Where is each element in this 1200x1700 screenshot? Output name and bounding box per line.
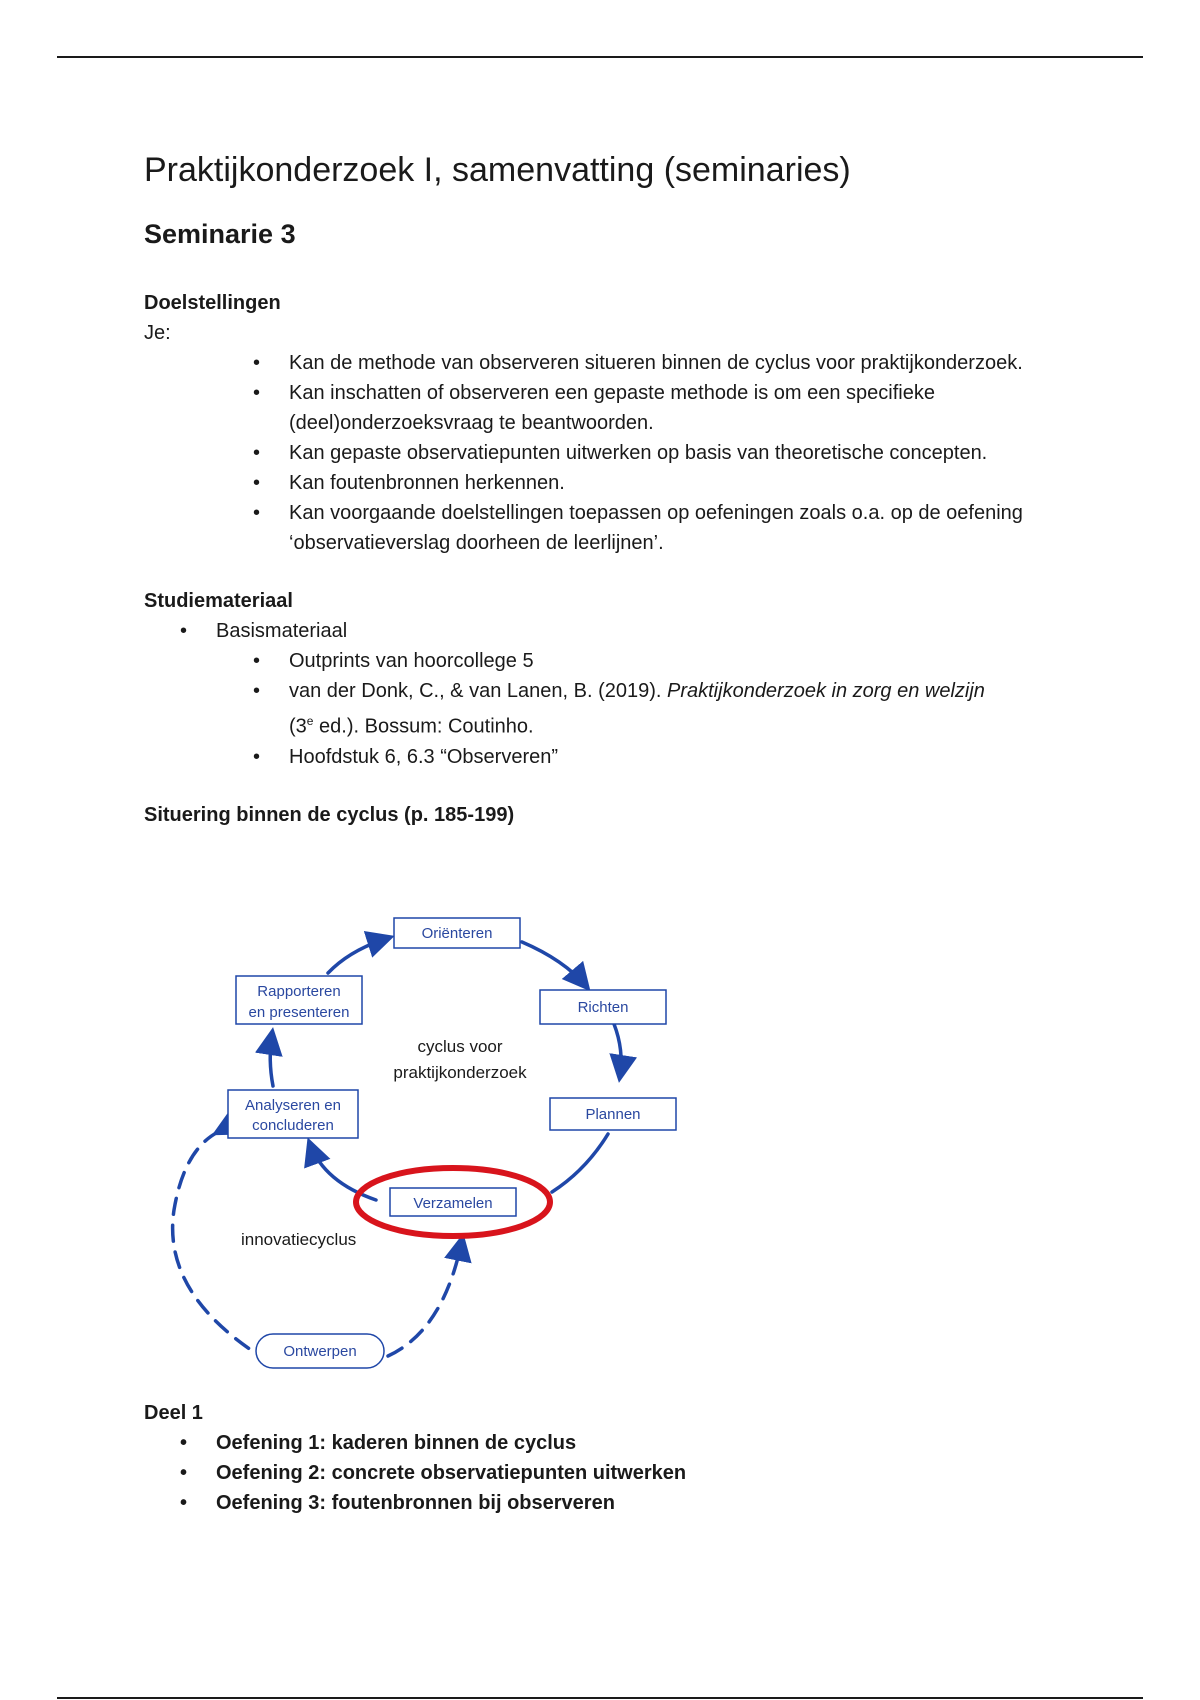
cycle-svg (144, 900, 704, 1380)
center-label-2: praktijkonderzoek (393, 1063, 527, 1082)
page-content (144, 140, 1104, 830)
list-item: • Oefening 2: concrete observatiepunten uitwerken (216, 1458, 1104, 1488)
studiemateriaal-heading: Studiemateriaal (144, 590, 293, 612)
arrow-ontwerpen-verzamelen (388, 1240, 462, 1356)
basismateriaal-sublist (289, 646, 1104, 772)
doelstellingen-list (144, 348, 1104, 558)
box-analyseren (228, 1090, 358, 1138)
list-item: • Oefening 1: kaderen binnen de cyclus (216, 1428, 1104, 1458)
list-item: • Hoofdstuk 6, 6.3 “Observeren” (289, 742, 1104, 772)
box-orienteren-label: Oriënteren (421, 925, 493, 942)
box-plannen (550, 1098, 676, 1130)
box-rapporteren (236, 976, 362, 1024)
arrow-verzamelen-analyseren (310, 1144, 376, 1200)
box-analyseren-label-1: Analyseren en (245, 1097, 341, 1114)
box-analyseren-label-2: concluderen (252, 1117, 334, 1134)
box-rapporteren-label-2: en presenteren (248, 1004, 350, 1021)
center-label-1: cyclus voor (417, 1037, 503, 1056)
deel1-section (144, 1398, 1104, 1518)
doelstellingen-heading: Doelstellingen (144, 292, 281, 314)
basismateriaal-label: Basismateriaal (216, 620, 348, 642)
research-cycle-diagram (144, 900, 704, 1380)
reference-edition-a: (3 (289, 715, 307, 738)
list-item: • Kan foutenbronnen herkennen. (289, 468, 1104, 498)
innovatie-label: innovatiecyclus (241, 1230, 357, 1249)
studiemateriaal-section (144, 586, 1104, 772)
arrow-plannen-verzamelen (552, 1134, 608, 1192)
seminar-title: Seminarie 3 (144, 219, 296, 249)
box-verzamelen-label: Verzamelen (413, 1195, 493, 1212)
list-item: • Outprints van hoorcollege 5 (289, 646, 1104, 676)
list-item: • Oefening 3: foutenbronnen bij observeren (216, 1488, 1104, 1518)
deel1-list (144, 1428, 1104, 1518)
doelstellingen-section (144, 288, 1104, 558)
box-verzamelen (390, 1188, 516, 1216)
document-title: Praktijkonderzoek I, samenvatting (seminaries) (144, 151, 851, 189)
list-item: • Kan de methode van observeren situeren binnen de cyclus voor praktijkonderzoek. (289, 348, 1104, 378)
list-item-basismateriaal (216, 616, 1104, 772)
top-rule (57, 56, 1143, 58)
box-plannen-label: Plannen (585, 1106, 641, 1123)
doelstellingen-intro: Je: (144, 322, 171, 344)
arrow-analyseren-rapporteren (270, 1034, 273, 1086)
deel1-heading: Deel 1 (144, 1402, 203, 1424)
arrow-orienteren-richten (522, 942, 586, 986)
reference-edition-b: ed.). Bossum: Coutinho. (313, 715, 534, 738)
list-item: • Kan voorgaande doelstellingen toepassen op oefeningen zoals o.a. op de oefening ‘observatieverslag doorheen de leerlijnen’. (289, 498, 1104, 558)
box-rapporteren-label-1: Rapporteren (257, 983, 341, 1000)
bottom-rule (57, 1697, 1143, 1699)
box-ontwerpen (256, 1334, 384, 1368)
situering-heading: Situering binnen de cyclus (p. 185-199) (144, 803, 515, 826)
arrow-richten-plannen (614, 1024, 621, 1076)
box-richten-label: Richten (577, 999, 629, 1016)
arrow-rapporteren-orienteren (328, 938, 388, 973)
situering-section (144, 800, 1104, 830)
list-item: • Kan inschatten of observeren een gepaste methode is om een specifieke (deel)onderzoeksvraag te beantwoorden. (289, 378, 1104, 438)
reference-edition-sup: e (306, 714, 314, 728)
studiemateriaal-list (144, 616, 1104, 772)
box-richten (540, 990, 666, 1024)
box-ontwerpen-label: Ontwerpen (283, 1343, 357, 1360)
reference-authors: van der Donk, C., & van Lanen, B. (2019). (289, 680, 667, 702)
list-item-reference (289, 676, 1104, 742)
list-item: • Kan gepaste observatiepunten uitwerken op basis van theoretische concepten. (289, 438, 1104, 468)
box-orienteren (394, 918, 520, 948)
reference-book-title: Praktijkonderzoek in zorg en welzijn (667, 680, 985, 702)
